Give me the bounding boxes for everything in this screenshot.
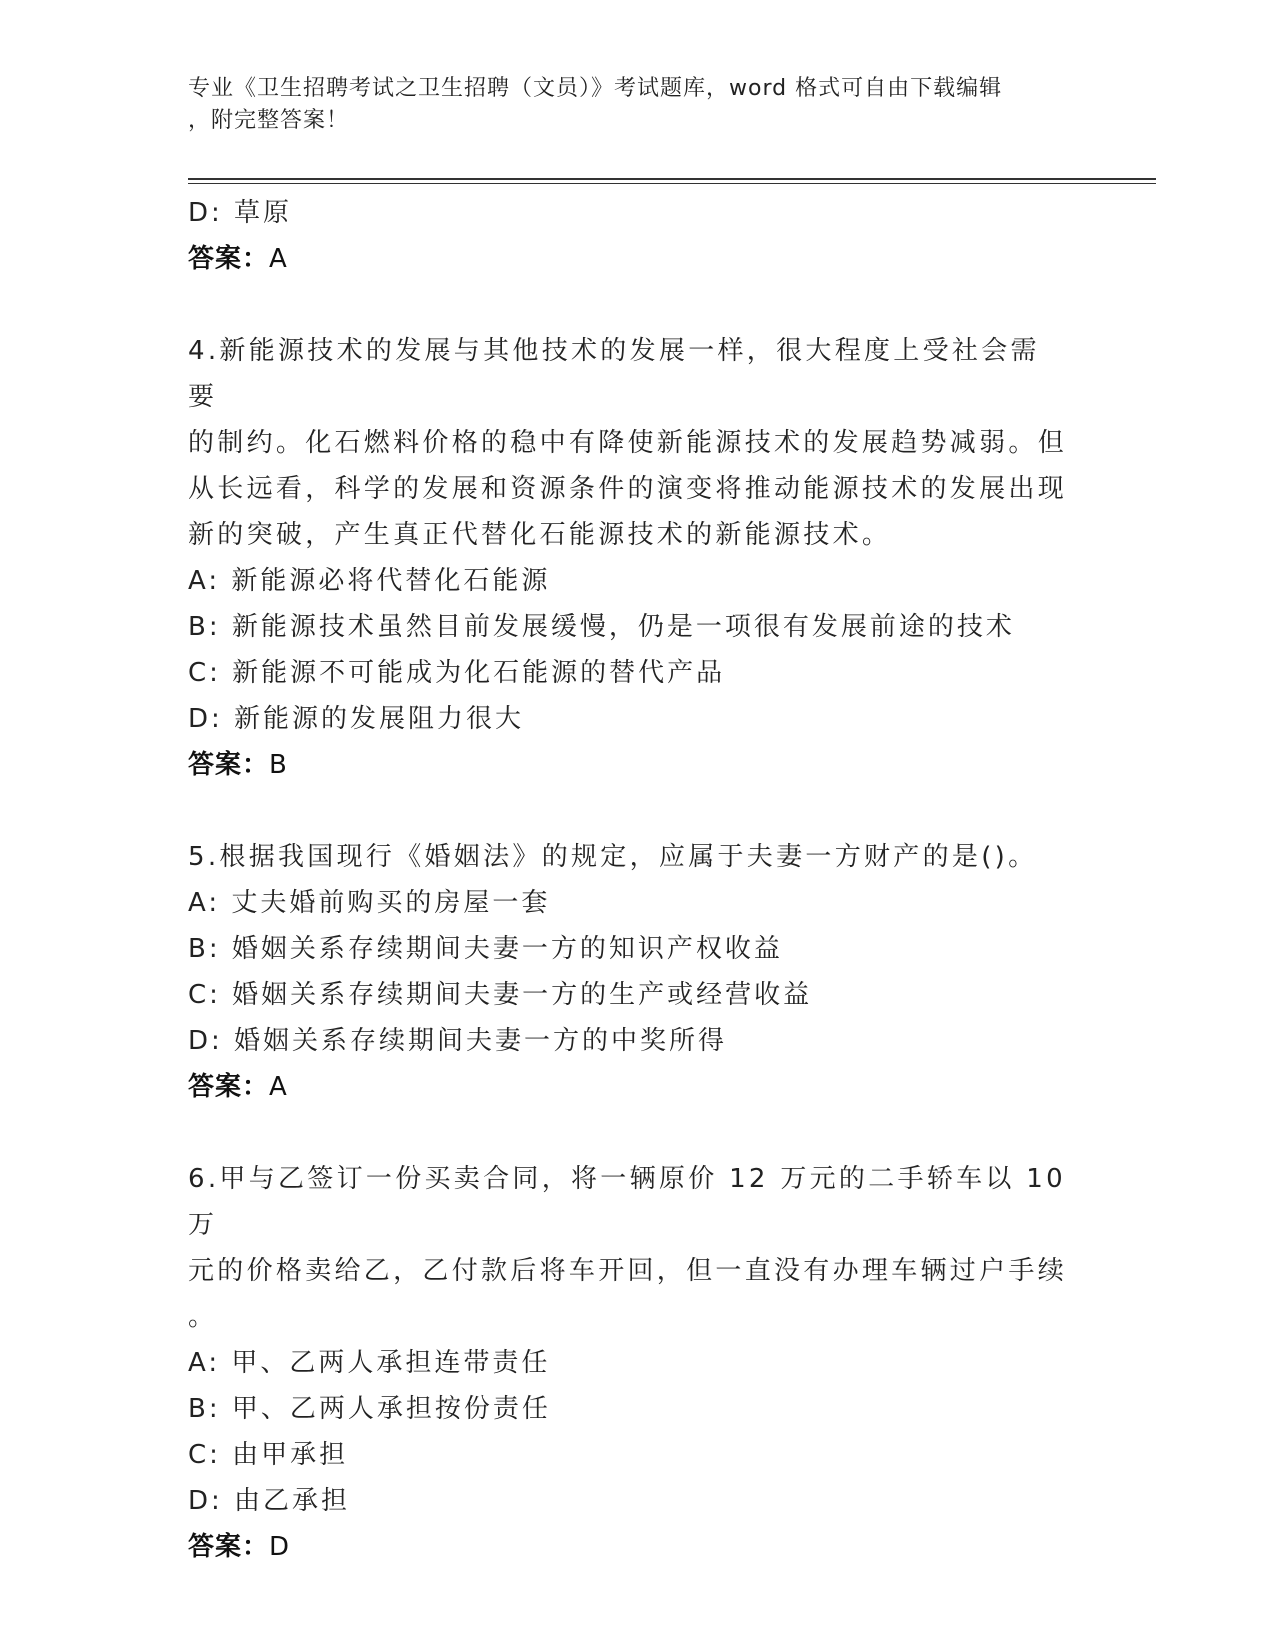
answer-value: D bbox=[269, 1532, 291, 1562]
document-body bbox=[188, 190, 1068, 1570]
answer-value: A bbox=[269, 1072, 288, 1102]
option-d: D: 婚姻关系存续期间夫妻一方的中奖所得 bbox=[188, 1026, 728, 1056]
answer-line bbox=[188, 1064, 1068, 1110]
question-stem-line: 。 bbox=[188, 1302, 215, 1332]
question-stem-line: 4.新能源技术的发展与其他技术的发展一样，很大程度上受社会需要 bbox=[188, 336, 1040, 412]
answer-line bbox=[188, 742, 1068, 788]
answer-line bbox=[188, 1524, 1068, 1570]
question-stem-line: 元的价格卖给乙，乙付款后将车开回，但一直没有办理车辆过户手续 bbox=[188, 1256, 1068, 1286]
prev-answer bbox=[188, 236, 1068, 282]
option-c: C: 婚姻关系存续期间夫妻一方的生产或经营收益 bbox=[188, 980, 813, 1010]
question-stem-line: 6.甲与乙签订一份买卖合同，将一辆原价 12 万元的二手轿车以 10 万 bbox=[188, 1164, 1066, 1240]
header-rule-thick bbox=[188, 178, 1156, 180]
question-stem-line: 新的突破，产生真正代替化石能源技术的新能源技术。 bbox=[188, 520, 892, 550]
question-stem-line: 从长远看，科学的发展和资源条件的演变将推动能源技术的发展出现 bbox=[188, 474, 1068, 504]
answer-value: B bbox=[269, 750, 288, 780]
option-b: B: 婚姻关系存续期间夫妻一方的知识产权收益 bbox=[188, 934, 783, 964]
option-b: B: 甲、乙两人承担按份责任 bbox=[188, 1394, 551, 1424]
option-c: C: 由甲承担 bbox=[188, 1440, 349, 1470]
spacer bbox=[188, 788, 1068, 834]
spacer bbox=[188, 1110, 1068, 1156]
header-line-2: ，附完整答案！ bbox=[188, 108, 350, 133]
option-a: A: 新能源必将代替化石能源 bbox=[188, 566, 551, 596]
question-4 bbox=[188, 328, 1068, 788]
option-a: A: 丈夫婚前购买的房屋一套 bbox=[188, 888, 551, 918]
answer-value: A bbox=[269, 244, 288, 274]
header-rule-thin bbox=[188, 183, 1156, 184]
question-5 bbox=[188, 834, 1068, 1110]
question-stem-line: 5.根据我国现行《婚姻法》的规定，应属于夫妻一方财产的是()。 bbox=[188, 842, 1038, 872]
answer-label: 答案： bbox=[188, 1532, 270, 1562]
option-b: B: 新能源技术虽然目前发展缓慢，仍是一项很有发展前途的技术 bbox=[188, 612, 1015, 642]
answer-label: 答案： bbox=[188, 1072, 270, 1102]
document-header bbox=[188, 73, 1068, 137]
option-d: D: 由乙承担 bbox=[188, 1486, 351, 1516]
answer-label: 答案： bbox=[188, 244, 270, 274]
option-a: A: 甲、乙两人承担连带责任 bbox=[188, 1348, 551, 1378]
header-line-1: 专业《卫生招聘考试之卫生招聘（文员）》考试题库，word 格式可自由下载编辑 bbox=[188, 76, 1003, 101]
question-6 bbox=[188, 1156, 1068, 1570]
answer-label: 答案： bbox=[188, 750, 270, 780]
spacer bbox=[188, 282, 1068, 328]
question-stem-line: 的制约。化石燃料价格的稳中有降使新能源技术的发展趋势减弱。但 bbox=[188, 428, 1068, 458]
option-c: C: 新能源不可能成为化石能源的替代产品 bbox=[188, 658, 726, 688]
prev-option-d: D: 草原 bbox=[188, 198, 293, 228]
option-d: D: 新能源的发展阻力很大 bbox=[188, 704, 525, 734]
